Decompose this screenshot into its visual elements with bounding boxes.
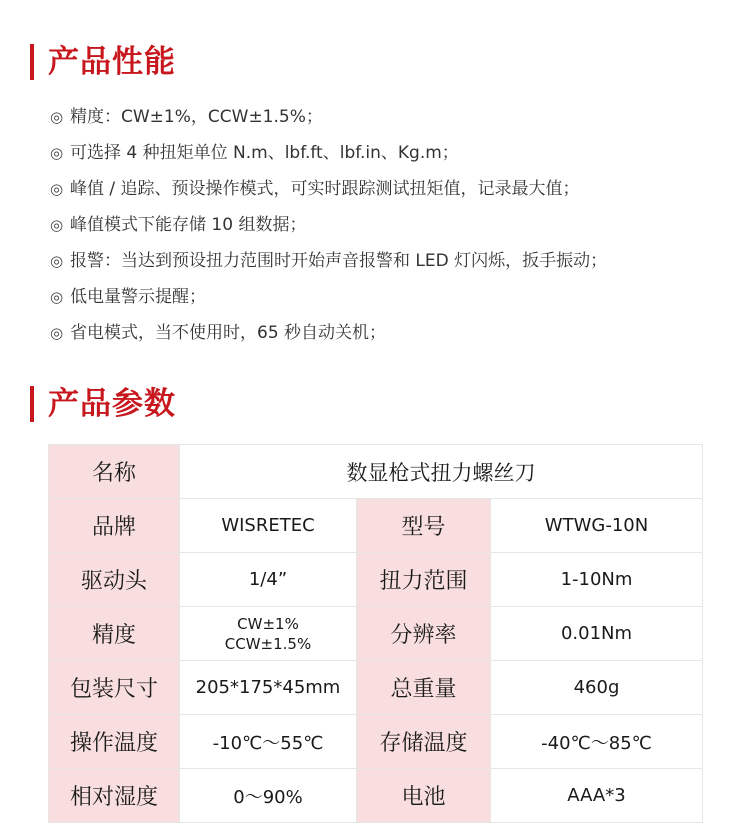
param-label: 品牌 bbox=[49, 499, 180, 553]
feature-text: 低电量警示提醒； bbox=[70, 287, 206, 307]
feature-item bbox=[50, 207, 607, 243]
param-label: 操作温度 bbox=[49, 715, 180, 769]
bullet-icon: ◎ bbox=[50, 216, 64, 234]
param-value: -10℃～55℃ bbox=[180, 715, 357, 769]
section-title: 产品参数 bbox=[48, 386, 176, 422]
param-value: 205*175*45mm bbox=[180, 661, 357, 715]
feature-text: 省电模式，当不使用时，65 秒自动关机； bbox=[70, 323, 387, 343]
param-label: 电池 bbox=[357, 769, 491, 823]
feature-item bbox=[50, 135, 607, 171]
table-row bbox=[49, 499, 703, 553]
param-value bbox=[180, 607, 357, 661]
param-value: WISRETEC bbox=[180, 499, 357, 553]
param-value-line: CCW±1.5% bbox=[224, 634, 312, 653]
table-row bbox=[49, 715, 703, 769]
param-value: WTWG-10N bbox=[491, 499, 703, 553]
bullet-icon: ◎ bbox=[50, 108, 64, 126]
param-value: 数显枪式扭力螺丝刀 bbox=[180, 445, 703, 499]
bullet-icon: ◎ bbox=[50, 288, 64, 306]
param-label: 存储温度 bbox=[357, 715, 491, 769]
feature-item bbox=[50, 171, 607, 207]
param-label: 分辨率 bbox=[357, 607, 491, 661]
feature-text: 峰值模式下能存储 10 组数据； bbox=[70, 215, 307, 235]
feature-text: 可选择 4 种扭矩单位 N.m、lbf.ft、lbf.in、Kg.m； bbox=[70, 143, 459, 163]
feature-text: 精度：CW±1%，CCW±1.5%； bbox=[70, 107, 323, 127]
param-label: 包装尺寸 bbox=[49, 661, 180, 715]
feature-list bbox=[50, 99, 607, 351]
section-header-params bbox=[30, 384, 176, 424]
param-value: 0.01Nm bbox=[491, 607, 703, 661]
table-row bbox=[49, 553, 703, 607]
table-row bbox=[49, 445, 703, 499]
param-label: 型号 bbox=[357, 499, 491, 553]
param-value: -40℃～85℃ bbox=[491, 715, 703, 769]
table-row bbox=[49, 769, 703, 823]
param-label: 相对湿度 bbox=[49, 769, 180, 823]
bullet-icon: ◎ bbox=[50, 180, 64, 198]
param-value: 1-10Nm bbox=[491, 553, 703, 607]
param-value: 1/4” bbox=[180, 553, 357, 607]
param-value: AAA*3 bbox=[491, 769, 703, 823]
feature-item bbox=[50, 99, 607, 135]
feature-item bbox=[50, 279, 607, 315]
param-label: 扭力范围 bbox=[357, 553, 491, 607]
table-row bbox=[49, 607, 703, 661]
param-value: 460g bbox=[491, 661, 703, 715]
feature-item bbox=[50, 315, 607, 351]
bullet-icon: ◎ bbox=[50, 252, 64, 270]
section-accent-bar bbox=[30, 386, 34, 422]
param-value: 0～90% bbox=[180, 769, 357, 823]
feature-text: 峰值 / 追踪、预设操作模式，可实时跟踪测试扭矩值，记录最大值； bbox=[70, 179, 580, 199]
section-header-performance bbox=[30, 42, 176, 82]
table-row bbox=[49, 661, 703, 715]
section-title: 产品性能 bbox=[48, 44, 176, 80]
bullet-icon: ◎ bbox=[50, 144, 64, 162]
param-label: 驱动头 bbox=[49, 553, 180, 607]
param-label: 名称 bbox=[49, 445, 180, 499]
params-table bbox=[48, 444, 703, 823]
bullet-icon: ◎ bbox=[50, 324, 64, 342]
feature-text: 报警：当达到预设扭力范围时开始声音报警和 LED 灯闪烁，扳手振动； bbox=[70, 251, 608, 271]
param-label: 精度 bbox=[49, 607, 180, 661]
param-value-line: CW±1% bbox=[237, 614, 299, 633]
param-label: 总重量 bbox=[357, 661, 491, 715]
section-accent-bar bbox=[30, 44, 34, 80]
feature-item bbox=[50, 243, 607, 279]
